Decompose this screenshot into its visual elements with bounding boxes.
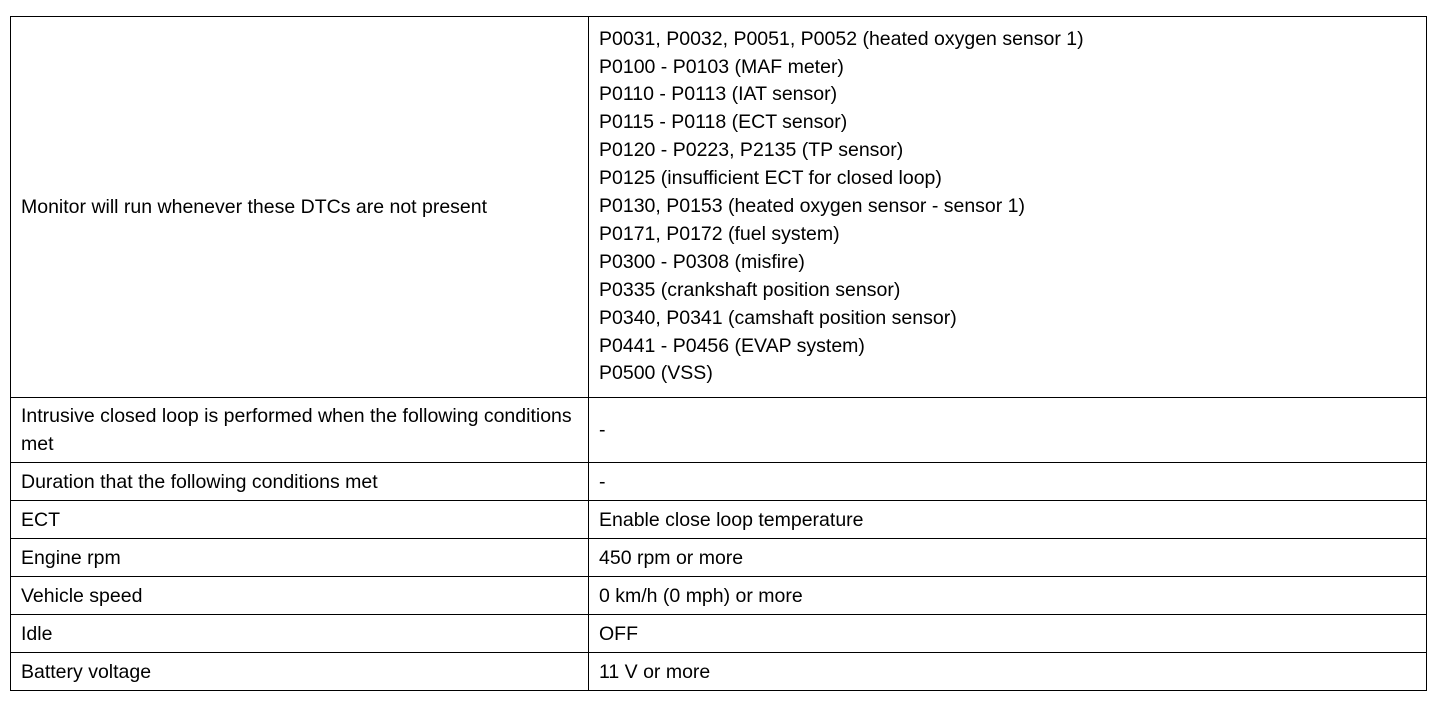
value-cell: 0 km/h (0 mph) or more [589,577,1427,615]
monitor-conditions-table [10,16,1427,691]
value-cell: Enable close loop temperature [589,501,1427,539]
dtc-entry: P0335 (crankshaft position sensor) [599,278,901,301]
table-row [11,463,1427,501]
table-row [11,17,1427,398]
condition-cell: Vehicle speed [11,577,589,615]
table-row [11,398,1427,463]
condition-cell: Monitor will run whenever these DTCs are not present [11,17,589,398]
dtc-entry: P0120 - P0223, P2135 (TP sensor) [599,139,904,162]
value-cell: - [589,463,1427,501]
dtc-entry: P0500 (VSS) [599,362,713,385]
value-cell: OFF [589,615,1427,653]
value-cell: 450 rpm or more [589,539,1427,577]
dtc-entry: P0171, P0172 (fuel system) [599,222,840,245]
dtc-entry: P0115 - P0118 (ECT sensor) [599,111,848,134]
condition-cell: Duration that the following conditions met [11,463,589,501]
condition-cell: ECT [11,501,589,539]
value-cell: - [589,398,1427,463]
dtc-entry: P0441 - P0456 (EVAP system) [599,334,865,357]
value-cell: 11 V or more [589,653,1427,691]
condition-cell: Intrusive closed loop is performed when the following conditions met [11,398,589,463]
table-row [11,501,1427,539]
dtc-entry: P0300 - P0308 (misfire) [599,250,805,273]
dtc-entry: P0031, P0032, P0051, P0052 (heated oxygen sensor 1) [599,27,1084,50]
dtc-list-cell [589,17,1427,398]
condition-cell: Engine rpm [11,539,589,577]
table-row [11,577,1427,615]
dtc-entry: P0340, P0341 (camshaft position sensor) [599,306,957,329]
dtc-entry: P0125 (insufficient ECT for closed loop) [599,167,942,190]
table-row [11,615,1427,653]
table-row [11,653,1427,691]
table-row [11,539,1427,577]
condition-cell: Idle [11,615,589,653]
dtc-entry: P0110 - P0113 (IAT sensor) [599,83,838,106]
dtc-entry: P0130, P0153 (heated oxygen sensor - sensor 1) [599,195,1026,218]
dtc-entry: P0100 - P0103 (MAF meter) [599,55,844,78]
condition-cell: Battery voltage [11,653,589,691]
